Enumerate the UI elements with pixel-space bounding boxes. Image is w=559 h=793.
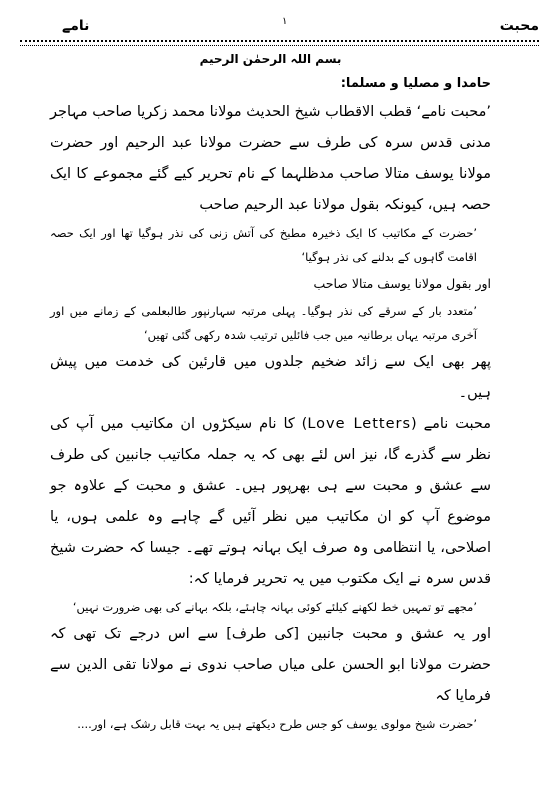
page-header [20,18,539,40]
header-divider [20,40,539,46]
quote-2: ’متعدد بار کے سرقے کی نذر ہوگیا۔ پہلی مرتبہ سہارنپور طالبعلمی کے زمانے میں اور آخری مرتبہ یہاں برطانیہ میں جب فائلیں ترتیب شدہ رکھی گئی تھیں‘ [50,304,477,342]
quote-3: ’مجھے تو تمہیں خط لکھنے کیلئے کوئی بہانہ چاہئے، بلکہ بہانے کی بھی ضرورت نہیں‘ [72,600,477,614]
page-content [50,52,491,736]
paragraph-1: ’محبت نامے‘ قطب الاقطاب شیخ الحدیث مولانا محمد زکریا صاحب مہاجر مدنی قدس سرہ کی طرف سے حضرت مولانا عبد الرحیم اور حضرت مولانا یوسف متالا صاحب مدظلہما کے نام تحریر کیے گئے مجموعے کا ایک حصہ ہیں، کیونکہ بقول مولانا عبد الرحیم صاحب [50,104,491,213]
paragraph-3-after: ) کا نام سیکڑوں ان مکاتیب میں آپ کی نظر سے گذرے گا، نیز اس لئے بھی کہ یہ جملہ مکاتیب جانبین کی طرف سے عشق و محبت سے ہی بھرپور ہیں۔ عشق و محبت کے علاوہ جو موضوع آپ کو ان مکاتیب میں نظر آئیں گے چاہے وہ علمی ہوں، یا اصلاحی، یا انتظامی وہ صرف ایک بہانہ ہوتے تھے۔ جیسا کہ حضرت شیخ قدس سرہ نے ایک مکتوب میں یہ تحریر فرمایا کہ: [50,416,491,587]
quote-4: ’حضرت شیخ مولوی یوسف کو جس طرح دیکھتے ہیں یہ بہت قابل رشک ہے، اور.... [77,717,477,731]
paragraph-2: پھر بھی ایک سے زائد ضخیم جلدوں میں قارئین کی خدمت میں پیش ہیں۔ [50,354,491,401]
salutation-heading: حامدا و مصلیا و مسلما: [340,76,491,91]
paragraph-3 [50,409,491,595]
intro-2: اور بقول مولانا یوسف متالا صاحب [313,276,491,291]
paragraph-4: اور یہ عشق و محبت جانبین [کی طرف] سے اس درجے تک تھی کہ حضرت مولانا ابو الحسن علی میاں صاحب ندوی نے مولانا تقی الدین سے فرمایا کہ [50,626,491,704]
header-title-right: محبت [499,18,539,34]
paragraph-3-before: محبت نامے ( [411,416,491,432]
header-title-left: نامے [62,18,90,34]
paragraph-3-english: Love Letters [307,416,412,432]
quote-1: ’حضرت کے مکاتیب کا ایک ذخیرہ مطبخ کی آتش زنی کی نذر ہوگیا تھا اور ایک حصہ اقامت گاہوں کے بدلنے کی نذر ہوگیا‘ [50,226,477,264]
bismillah: بسم اللہ الرحمٰن الرحیم [199,52,342,66]
page-number: ۱ [282,16,288,27]
